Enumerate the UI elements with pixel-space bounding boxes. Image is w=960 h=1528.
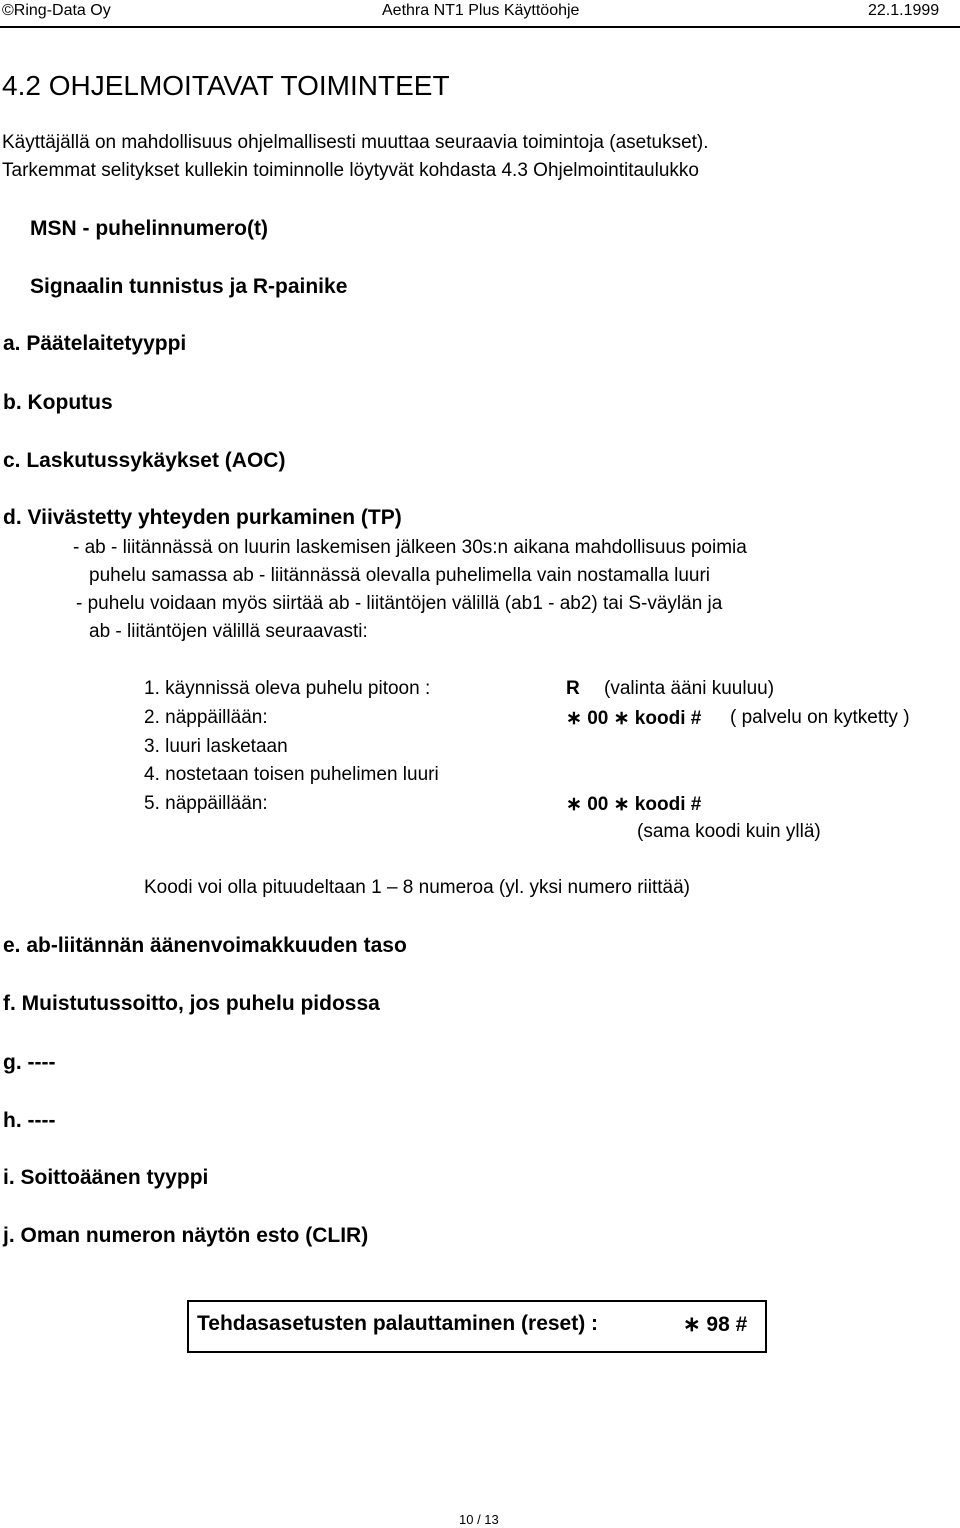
item-b: b. Koputus — [3, 391, 113, 414]
intro-line-1: Käyttäjällä on mahdollisuus ohjelmallisesti muuttaa seuraavia toimintoja (asetukset). — [2, 132, 709, 153]
item-g: g. ---- — [3, 1051, 56, 1074]
tp-line-2: puhelu samassa ab - liitännässä olevalla puhelimella vain nostamalla luuri — [89, 565, 711, 586]
step-4-text: 4. nostetaan toisen puhelimen luuri — [144, 764, 439, 785]
step-2-code: ∗ 00 ∗ koodi # — [566, 708, 702, 729]
header-copyright: ©Ring-Data Oy — [2, 2, 111, 19]
reset-code: ∗ 98 # — [683, 1313, 748, 1336]
step-1-text: 1. käynnissä oleva puhelu pitoon : — [144, 678, 431, 699]
item-d: d. Viivästetty yhteyden purkaminen (TP) — [3, 506, 402, 529]
tp-line-3: - puhelu voidaan myös siirtää ab - liitäntöjen välillä (ab1 - ab2) tai S-väylän ja — [76, 593, 723, 614]
tp-line-4: ab - liitäntöjen välillä seuraavasti: — [89, 621, 368, 642]
step-2-note: ( palvelu on kytketty ) — [730, 707, 910, 728]
item-signal: Signaalin tunnistus ja R-painike — [30, 275, 348, 298]
item-e: e. ab-liitännän äänenvoimakkuuden taso — [3, 934, 407, 957]
item-i: i. Soittoäänen tyyppi — [3, 1166, 209, 1189]
page-number: 10 / 13 — [459, 1512, 499, 1527]
step-5-text: 5. näppäillään: — [144, 793, 268, 814]
reset-label: Tehdasasetusten palauttaminen (reset) : — [197, 1312, 599, 1335]
tp-line-1: - ab - liitännässä on luurin laskemisen jälkeen 30s:n aikana mahdollisuus poimia — [73, 537, 747, 558]
step-1-note: (valinta ääni kuuluu) — [604, 678, 775, 699]
step-3-text: 3. luuri lasketaan — [144, 736, 288, 757]
header-document-title: Aethra NT1 Plus Käyttöohje — [382, 2, 580, 19]
step-1-code: R — [566, 678, 580, 699]
header-date: 22.1.1999 — [868, 2, 940, 19]
section-title: 4.2 OHJELMOITAVAT TOIMINTEET — [2, 70, 450, 101]
step-5-code: ∗ 00 ∗ koodi # — [566, 794, 702, 815]
item-h: h. ---- — [3, 1109, 56, 1132]
intro-line-2: Tarkemmat selitykset kullekin toiminnolle löytyvät kohdasta 4.3 Ohjelmointitaulukko — [2, 160, 699, 181]
item-j: j. Oman numeron näytön esto (CLIR) — [3, 1224, 369, 1247]
step-2-text: 2. näppäillään: — [144, 707, 268, 728]
header-divider — [0, 26, 960, 28]
reset-box — [187, 1300, 767, 1353]
code-length-note: Koodi voi olla pituudeltaan 1 – 8 numeroa (yl. yksi numero riittää) — [144, 877, 691, 898]
item-msn: MSN - puhelinnumero(t) — [30, 217, 268, 240]
item-c: c. Laskutussykäykset (AOC) — [3, 449, 286, 472]
item-f: f. Muistutussoitto, jos puhelu pidossa — [3, 992, 380, 1015]
item-a: a. Päätelaitetyyppi — [3, 332, 187, 355]
step-5-note: (sama koodi kuin yllä) — [637, 821, 821, 842]
